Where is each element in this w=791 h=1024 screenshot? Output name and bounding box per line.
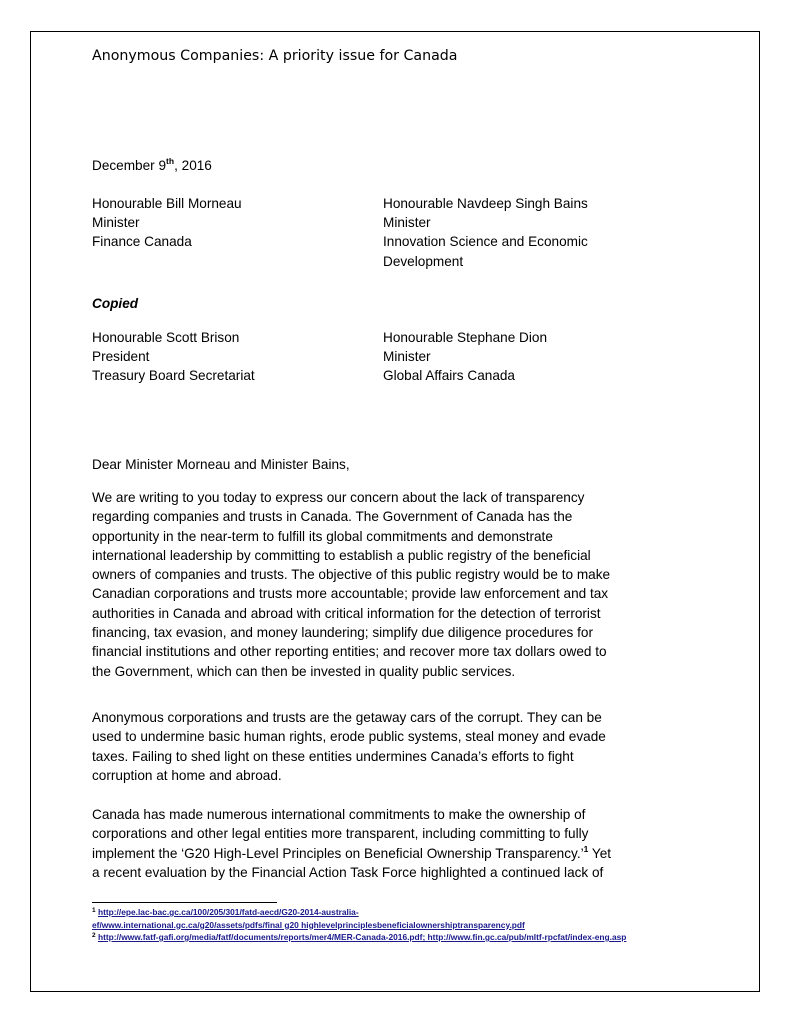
footnotes [92, 906, 626, 944]
footnote-ref-1[interactable]: 1 [583, 843, 589, 854]
footnote-1: $^1$ http://epe.lac-bac.gc.ca/100/205/301/fatd-aecd/G20-2014-australia- [92, 907, 359, 917]
footnote-1-link-cont[interactable]: ef/www.international.gc.ca/g20/assets/pdfs/final g20 highlevelprinciplesbeneficialownershiptransparency.pdf [92, 919, 525, 930]
letter-date: December 9th, 2016 [92, 156, 212, 173]
footnote-2: $^2$ http://www.fatf-gafi.org/media/fatf/documents/reports/mer4/MER-Canada-2016.pdf; http://www.fin.gc.ca/pub/mltf-rpcfat/index-eng.asp [92, 932, 627, 942]
copied-label: Copied [92, 296, 139, 311]
copied-dion: Honourable Stephane Dion Minister Global Affairs Canada [383, 330, 548, 384]
document-title: Anonymous Companies: A priority issue for Canada [92, 48, 458, 64]
paragraph-1: We are writing to you today to express our concern about the lack of transparency regarding companies and trusts in Canada. The Government of Canada has the opportunity in the near-term to fulfill its global commitments and demonstrate international leadership by committing to establish a public registry of the beneficial owners of companies and trusts. The objective of this public registry would be to make Canadian corporations and trusts more accountable; provide law enforcement and tax authorities in Canada and abroad with critical information for the detection of terrorist financing, tax evasion, and money laundering; simplify due diligence procedures for financial institutions and other reporting entities; and recover more tax dollars owed to the Government, which can then be invested in quality public services. [92, 490, 611, 679]
copied-brison: Honourable Scott Brison President Treasury Board Secretariat [92, 330, 255, 384]
salutation: Dear Minister Morneau and Minister Bains, [92, 457, 350, 472]
footnote-1-link[interactable]: http://epe.lac-bac.gc.ca/100/205/301/fatd-aecd/G20-2014-australia- [97, 907, 359, 917]
recipient-bains: Honourable Navdeep Singh Bains Minister Innovation Science and Economic Development [383, 196, 588, 269]
paragraph-2: Anonymous corporations and trusts are the getaway cars of the corrupt. They can be used to undermine basic human rights, erode public systems, steal money and evade taxes. Failing to shed light on these entities undermines Canada’s efforts to fight corruption at home and abroad. [92, 710, 606, 783]
footnote-2-link[interactable]: http://www.fatf-gafi.org/media/fatf/documents/reports/mer4/MER-Canada-2016.pdf; http://www.fin.gc.ca/pub/mltf-rpcfat/index-eng.asp [97, 932, 627, 942]
footnote-divider [92, 902, 277, 903]
recipient-morneau: Honourable Bill Morneau Minister Finance Canada [92, 196, 242, 250]
paragraph-3: Canada has made numerous international commitments to make the ownership of corporations and other legal entities more transparent, including committing to fully implement the ‘G20 High-Level Principles on Beneficial Ownership Transparency.’$^1$ Yet a recent evaluation by the Financial Action Task Force highlighted a continued lack of [92, 807, 612, 880]
